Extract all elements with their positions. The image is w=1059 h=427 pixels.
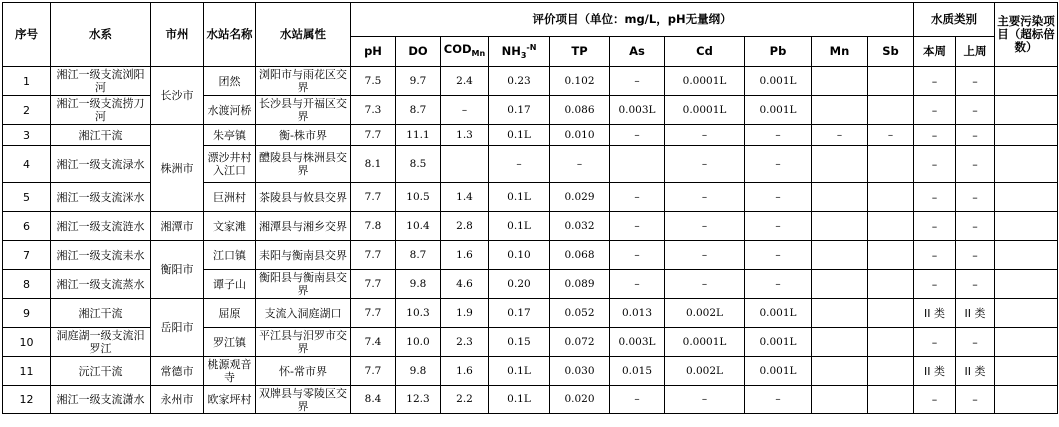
cell-cod <box>441 146 489 183</box>
cell-nh3: 0.1L <box>489 183 550 212</box>
cell-cd: – <box>665 270 745 299</box>
cell-attr: 湘潭县与湘乡交界 <box>256 212 351 241</box>
cell-this-week: – <box>914 96 956 125</box>
header-mn: Mn <box>812 37 868 67</box>
cell-mn <box>812 270 868 299</box>
cell-last-week: – <box>956 270 995 299</box>
cell-this-week: – <box>914 328 956 357</box>
cell-station: 欧家坪村 <box>204 386 256 414</box>
header-cd: Cd <box>665 37 745 67</box>
cell-main <box>995 183 1058 212</box>
cell-cd: – <box>665 212 745 241</box>
cell-this-week: – <box>914 241 956 270</box>
cell-sb <box>868 357 914 386</box>
cell-main <box>995 386 1058 414</box>
cell-river: 湘江干流 <box>51 299 151 328</box>
cell-cod: 1.6 <box>441 357 489 386</box>
header-eval-group: 评价项目（单位：mg/L，pH无量纲） <box>351 3 914 37</box>
header-seq: 序号 <box>3 3 51 67</box>
cell-main <box>995 299 1058 328</box>
header-pb: Pb <box>745 37 812 67</box>
cell-mn <box>812 386 868 414</box>
cell-no: 11 <box>3 357 51 386</box>
cell-cod: 1.9 <box>441 299 489 328</box>
cell-ph: 7.3 <box>351 96 396 125</box>
table-row <box>3 67 1058 96</box>
cell-city: 长沙市 <box>151 67 204 125</box>
cell-station: 水渡河桥 <box>204 96 256 125</box>
cell-do: 8.5 <box>396 146 441 183</box>
cell-this-week: – <box>914 212 956 241</box>
cell-main <box>995 96 1058 125</box>
cell-nh3: 0.17 <box>489 299 550 328</box>
cell-cod: 2.3 <box>441 328 489 357</box>
cell-last-week: II 类 <box>956 299 995 328</box>
cell-river: 沅江干流 <box>51 357 151 386</box>
cell-no: 9 <box>3 299 51 328</box>
cell-river: 湘江一级支流捞刀河 <box>51 96 151 125</box>
cell-last-week: – <box>956 328 995 357</box>
header-quality-group: 水质类别 <box>914 3 995 37</box>
cell-do: 10.0 <box>396 328 441 357</box>
cell-as: – <box>610 386 665 414</box>
cell-pb: 0.001L <box>745 328 812 357</box>
header-city: 市州 <box>151 3 204 67</box>
cell-mn <box>812 212 868 241</box>
cell-no: 8 <box>3 270 51 299</box>
cell-station: 巨洲村 <box>204 183 256 212</box>
cell-river: 湘江一级支流蒸水 <box>51 270 151 299</box>
table-row <box>3 212 1058 241</box>
cell-cd: 0.0001L <box>665 96 745 125</box>
cell-do: 10.3 <box>396 299 441 328</box>
cell-mn <box>812 96 868 125</box>
cell-ph: 8.1 <box>351 146 396 183</box>
cell-do: 10.5 <box>396 183 441 212</box>
cell-sb <box>868 96 914 125</box>
cell-cod: 1.4 <box>441 183 489 212</box>
cell-this-week: – <box>914 270 956 299</box>
cell-as: 0.003L <box>610 96 665 125</box>
cell-attr: 茶陵县与攸县交界 <box>256 183 351 212</box>
cell-as: 0.003L <box>610 328 665 357</box>
cell-pb: 0.001L <box>745 67 812 96</box>
cell-cod: 2.2 <box>441 386 489 414</box>
cell-mn <box>812 357 868 386</box>
cell-nh3: 0.15 <box>489 328 550 357</box>
table-row <box>3 386 1058 414</box>
cell-ph: 7.7 <box>351 241 396 270</box>
header-main-pollutant: 主要污染项目（超标倍数） <box>995 3 1058 67</box>
cell-river: 湘江一级支流浏阳河 <box>51 67 151 96</box>
cell-do: 8.7 <box>396 96 441 125</box>
cell-tp: 0.068 <box>550 241 610 270</box>
cell-city: 永州市 <box>151 386 204 414</box>
table-row <box>3 299 1058 328</box>
header-river-system: 水系 <box>51 3 151 67</box>
cell-ph: 7.8 <box>351 212 396 241</box>
cell-last-week: – <box>956 125 995 146</box>
cell-station: 屈原 <box>204 299 256 328</box>
table-row <box>3 125 1058 146</box>
cell-mn <box>812 328 868 357</box>
cell-city: 岳阳市 <box>151 299 204 357</box>
cell-cd: 0.002L <box>665 357 745 386</box>
cell-as: – <box>610 212 665 241</box>
header-sb: Sb <box>868 37 914 67</box>
cell-cod: 2.4 <box>441 67 489 96</box>
cell-as <box>610 146 665 183</box>
cell-sb: – <box>868 125 914 146</box>
cell-no: 12 <box>3 386 51 414</box>
cell-city: 湘潭市 <box>151 212 204 241</box>
cell-tp: 0.072 <box>550 328 610 357</box>
cell-ph: 7.7 <box>351 357 396 386</box>
cell-attr: 平江县与汨罗市交界 <box>256 328 351 357</box>
cell-this-week: – <box>914 146 956 183</box>
cell-cod: 4.6 <box>441 270 489 299</box>
cell-this-week: – <box>914 125 956 146</box>
cell-do: 12.3 <box>396 386 441 414</box>
cell-sb <box>868 183 914 212</box>
cell-station: 团然 <box>204 67 256 96</box>
cell-cd: – <box>665 386 745 414</box>
cell-main <box>995 125 1058 146</box>
cell-as: – <box>610 125 665 146</box>
table-row <box>3 241 1058 270</box>
cell-attr: 衡-株市界 <box>256 125 351 146</box>
cell-main <box>995 67 1058 96</box>
cell-no: 2 <box>3 96 51 125</box>
cell-pb: – <box>745 125 812 146</box>
header-nh3 <box>489 37 550 67</box>
cell-ph: 7.7 <box>351 270 396 299</box>
cell-this-week: – <box>914 183 956 212</box>
cell-ph: 7.7 <box>351 299 396 328</box>
cell-nh3: 0.17 <box>489 96 550 125</box>
cell-no: 6 <box>3 212 51 241</box>
cell-sb <box>868 299 914 328</box>
cell-tp: – <box>550 146 610 183</box>
cell-ph: 7.7 <box>351 183 396 212</box>
cell-tp: 0.086 <box>550 96 610 125</box>
cell-do: 10.4 <box>396 212 441 241</box>
cell-station: 江口镇 <box>204 241 256 270</box>
cell-this-week: – <box>914 386 956 414</box>
cell-nh3: 0.20 <box>489 270 550 299</box>
cell-sb <box>868 241 914 270</box>
cell-last-week: – <box>956 96 995 125</box>
water-quality-table <box>2 2 1058 414</box>
cell-sb <box>868 146 914 183</box>
cell-station: 桃源观音寺 <box>204 357 256 386</box>
cell-sb <box>868 67 914 96</box>
cell-main <box>995 357 1058 386</box>
cell-ph: 7.4 <box>351 328 396 357</box>
cell-cod: 1.3 <box>441 125 489 146</box>
cell-cod: – <box>441 96 489 125</box>
cell-river: 湘江干流 <box>51 125 151 146</box>
cell-sb <box>868 270 914 299</box>
cell-station: 罗江镇 <box>204 328 256 357</box>
cell-pb: – <box>745 386 812 414</box>
cell-station: 谭子山 <box>204 270 256 299</box>
cell-mn <box>812 241 868 270</box>
cell-main <box>995 212 1058 241</box>
cell-pb: – <box>745 146 812 183</box>
cell-nh3: – <box>489 146 550 183</box>
cell-attr: 怀-常市界 <box>256 357 351 386</box>
cell-mn <box>812 299 868 328</box>
cell-ph: 8.4 <box>351 386 396 414</box>
cell-as: – <box>610 270 665 299</box>
cell-no: 5 <box>3 183 51 212</box>
cell-ph: 7.5 <box>351 67 396 96</box>
cell-tp: 0.029 <box>550 183 610 212</box>
cell-tp: 0.010 <box>550 125 610 146</box>
cell-attr: 双牌县与零陵区交界 <box>256 386 351 414</box>
header-ph: pH <box>351 37 396 67</box>
cell-main <box>995 328 1058 357</box>
cell-last-week: – <box>956 241 995 270</box>
cell-do: 9.8 <box>396 270 441 299</box>
cell-pb: – <box>745 241 812 270</box>
header-cod-sub: Mn <box>471 49 486 58</box>
cell-ph: 7.7 <box>351 125 396 146</box>
cell-nh3: 0.1L <box>489 386 550 414</box>
cell-this-week: II 类 <box>914 357 956 386</box>
cell-tp: 0.102 <box>550 67 610 96</box>
cell-pb: 0.001L <box>745 96 812 125</box>
cell-as: – <box>610 67 665 96</box>
cell-main <box>995 146 1058 183</box>
cell-tp: 0.089 <box>550 270 610 299</box>
cell-station: 漂沙井村入江口 <box>204 146 256 183</box>
header-nh3-suffix: -N <box>526 43 537 52</box>
cell-last-week: II 类 <box>956 357 995 386</box>
cell-no: 7 <box>3 241 51 270</box>
cell-cd: 0.0001L <box>665 67 745 96</box>
cell-mn <box>812 146 868 183</box>
cell-attr: 耒阳与衡南县交界 <box>256 241 351 270</box>
cell-river: 洞庭湖一级支流汨罗江 <box>51 328 151 357</box>
cell-nh3: 0.10 <box>489 241 550 270</box>
cell-attr: 长沙县与开福区交界 <box>256 96 351 125</box>
cell-pb: 0.001L <box>745 357 812 386</box>
cell-as: – <box>610 241 665 270</box>
cell-cod: 1.6 <box>441 241 489 270</box>
cell-city: 常德市 <box>151 357 204 386</box>
cell-station: 朱亭镇 <box>204 125 256 146</box>
cell-station: 文家滩 <box>204 212 256 241</box>
cell-tp: 0.020 <box>550 386 610 414</box>
cell-city: 株洲市 <box>151 125 204 212</box>
header-last-week: 上周 <box>956 37 995 67</box>
cell-attr: 浏阳市与雨花区交界 <box>256 67 351 96</box>
header-this-week: 本周 <box>914 37 956 67</box>
cell-no: 1 <box>3 67 51 96</box>
cell-pb: – <box>745 212 812 241</box>
cell-last-week: – <box>956 67 995 96</box>
header-tp: TP <box>550 37 610 67</box>
table-row <box>3 357 1058 386</box>
cell-no: 4 <box>3 146 51 183</box>
cell-last-week: – <box>956 212 995 241</box>
cell-cd: 0.0001L <box>665 328 745 357</box>
cell-river: 湘江一级支流潇水 <box>51 386 151 414</box>
cell-river: 湘江一级支流耒水 <box>51 241 151 270</box>
cell-pb: 0.001L <box>745 299 812 328</box>
cell-mn: – <box>812 125 868 146</box>
cell-cd: – <box>665 183 745 212</box>
cell-mn <box>812 67 868 96</box>
cell-sb <box>868 212 914 241</box>
cell-nh3: 0.1L <box>489 125 550 146</box>
cell-cd: – <box>665 125 745 146</box>
cell-sb <box>868 328 914 357</box>
cell-tp: 0.052 <box>550 299 610 328</box>
cell-pb: – <box>745 183 812 212</box>
header-do: DO <box>396 37 441 67</box>
cell-tp: 0.030 <box>550 357 610 386</box>
cell-nh3: 0.23 <box>489 67 550 96</box>
header-nh3-base: NH <box>501 44 521 58</box>
cell-do: 9.7 <box>396 67 441 96</box>
cell-last-week: – <box>956 386 995 414</box>
cell-mn <box>812 183 868 212</box>
cell-cd: – <box>665 241 745 270</box>
cell-no: 3 <box>3 125 51 146</box>
cell-do: 11.1 <box>396 125 441 146</box>
cell-last-week: – <box>956 146 995 183</box>
cell-nh3: 0.1L <box>489 212 550 241</box>
cell-city: 衡阳市 <box>151 241 204 299</box>
cell-as: – <box>610 183 665 212</box>
header-station: 水站名称 <box>204 3 256 67</box>
cell-cd: – <box>665 146 745 183</box>
header-as: As <box>610 37 665 67</box>
cell-nh3: 0.1L <box>489 357 550 386</box>
cell-attr: 醴陵县与株洲县交界 <box>256 146 351 183</box>
cell-river: 湘江一级支流洣水 <box>51 183 151 212</box>
header-nh3-sub: 3 <box>520 51 527 60</box>
cell-pb: – <box>745 270 812 299</box>
cell-tp: 0.032 <box>550 212 610 241</box>
cell-river: 湘江一级支流涟水 <box>51 212 151 241</box>
cell-this-week: II 类 <box>914 299 956 328</box>
cell-main <box>995 241 1058 270</box>
cell-do: 8.7 <box>396 241 441 270</box>
cell-river: 湘江一级支流渌水 <box>51 146 151 183</box>
header-station-attr: 水站属性 <box>256 3 351 67</box>
header-cod <box>441 37 489 67</box>
cell-as: 0.015 <box>610 357 665 386</box>
cell-sb <box>868 386 914 414</box>
cell-as: 0.013 <box>610 299 665 328</box>
cell-last-week: – <box>956 183 995 212</box>
cell-no: 10 <box>3 328 51 357</box>
cell-do: 9.8 <box>396 357 441 386</box>
cell-attr: 衡阳县与衡南县交界 <box>256 270 351 299</box>
header-row-1 <box>3 3 1058 37</box>
header-cod-base: COD <box>443 42 472 56</box>
cell-cod: 2.8 <box>441 212 489 241</box>
cell-main <box>995 270 1058 299</box>
cell-cd: 0.002L <box>665 299 745 328</box>
cell-attr: 支流入洞庭湖口 <box>256 299 351 328</box>
cell-this-week: – <box>914 67 956 96</box>
